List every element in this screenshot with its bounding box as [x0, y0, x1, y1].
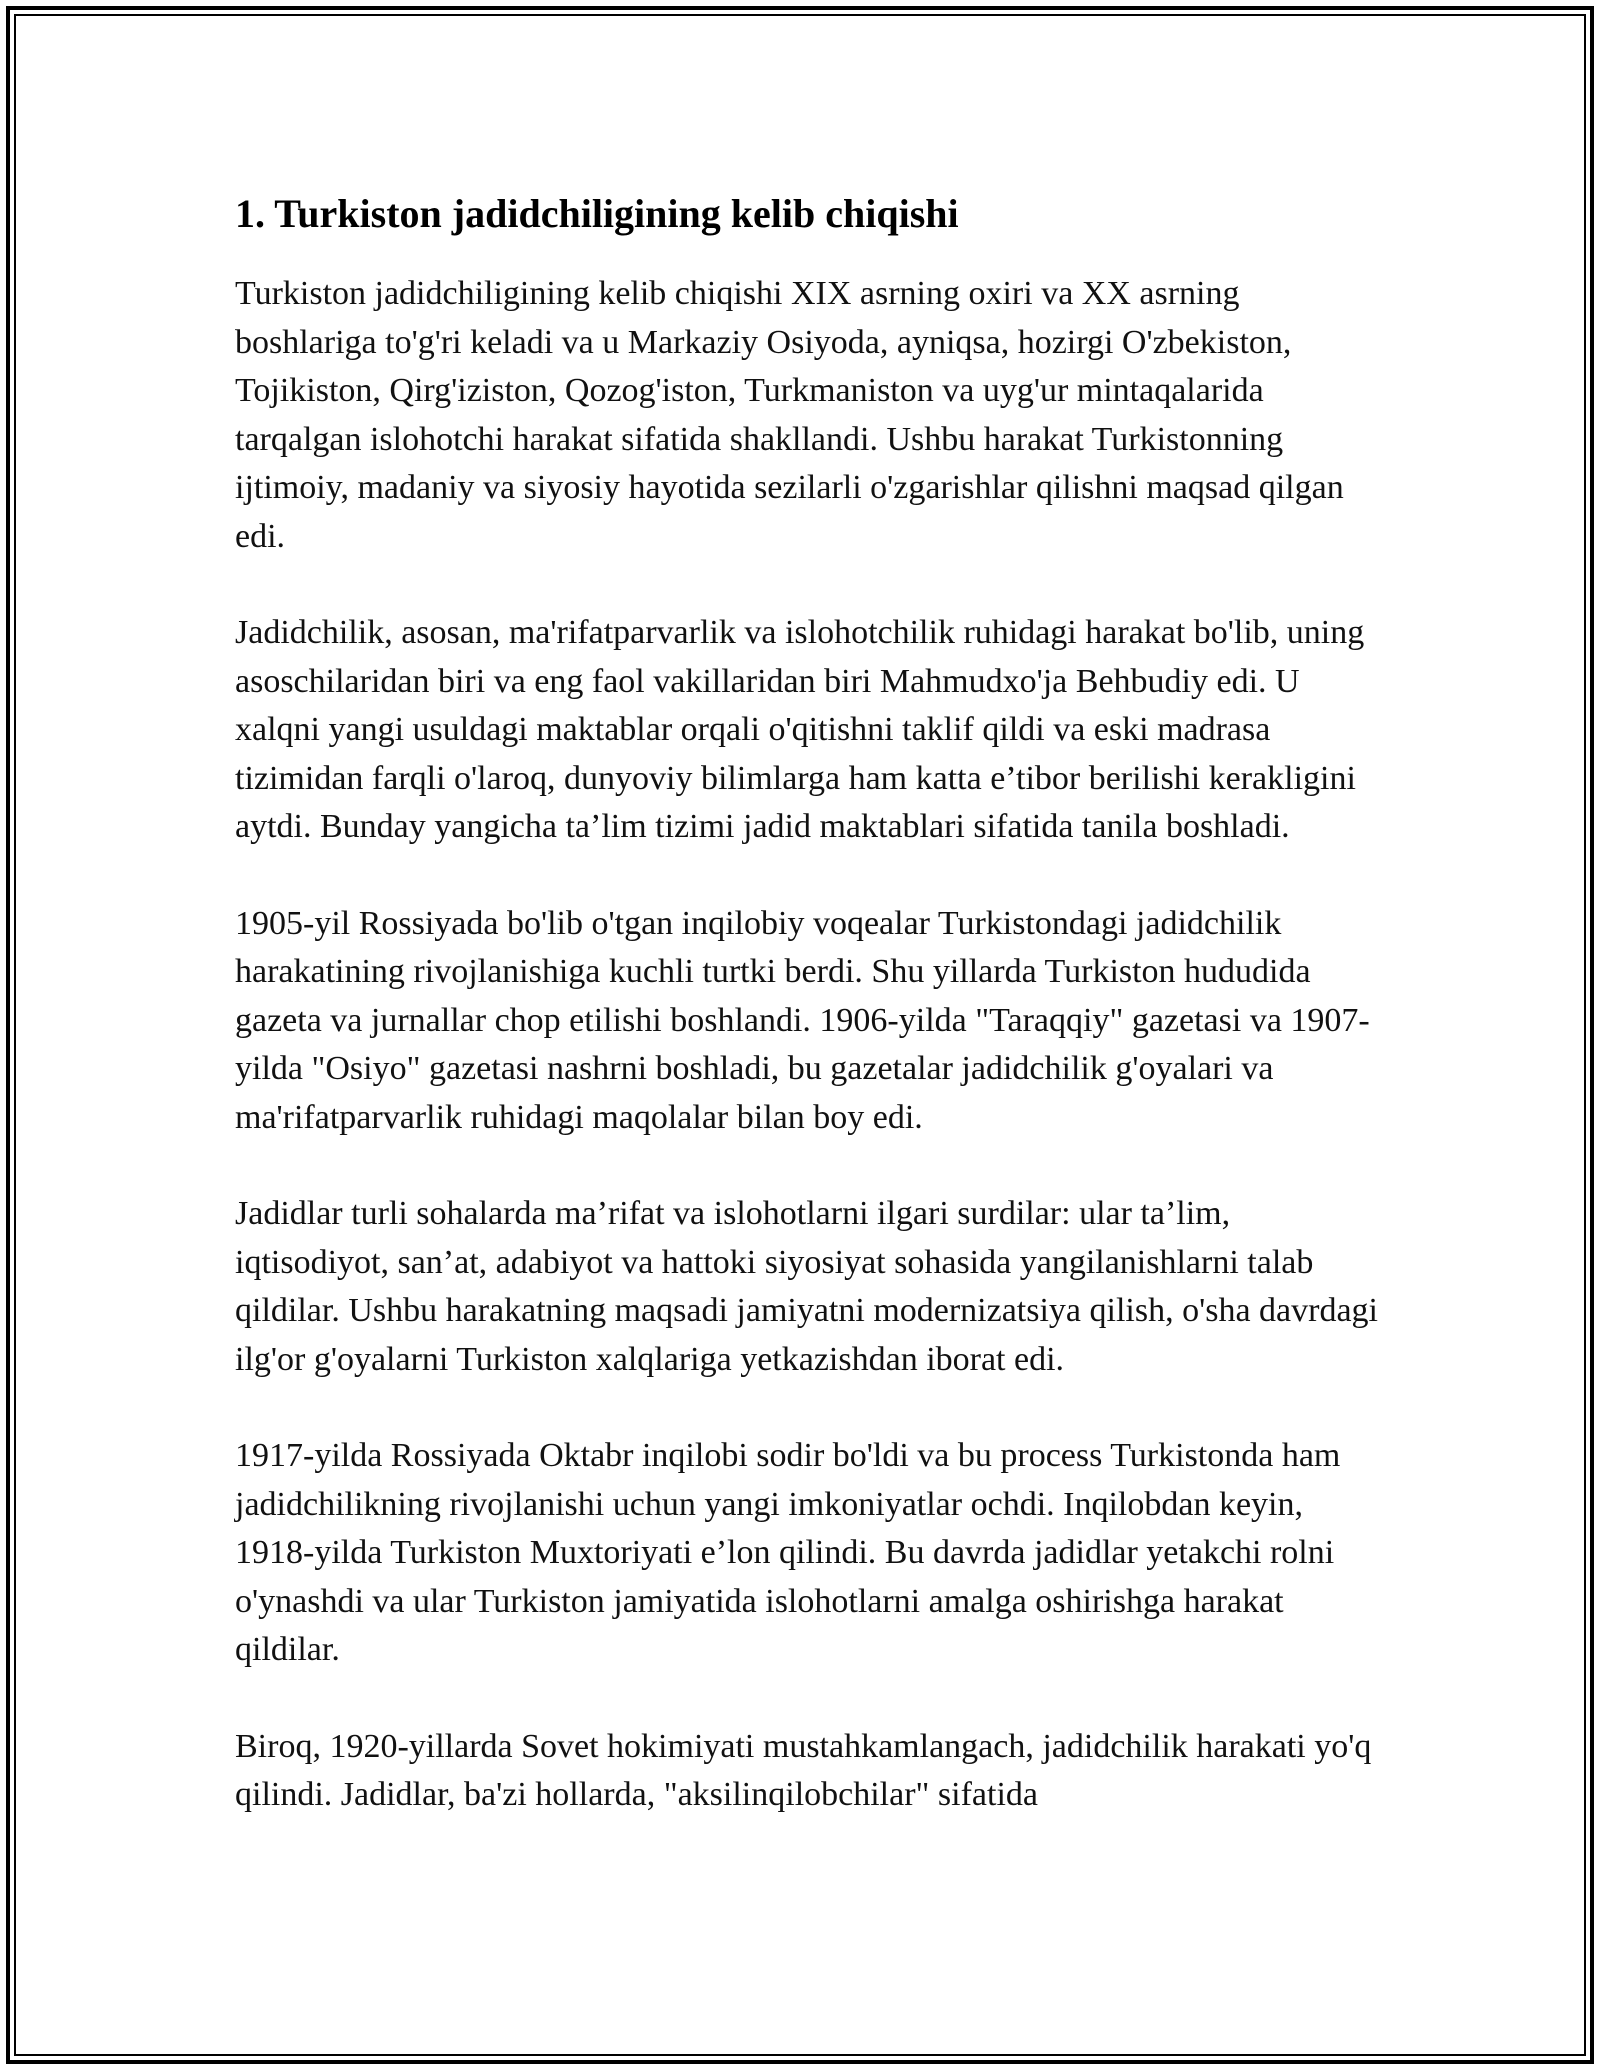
- paragraph-3: 1905-yil Rossiyada bo'lib o'tgan inqilobiy voqealar Turkistondagi jadidchilik harakatining rivojlanishiga kuchli turtki berdi. Shu yillarda Turkiston hududida gazeta va jurnallar chop etilishi boshlandi. 1906-yilda "Taraqqiy" gazetasi va 1907-yilda "Osiyo" gazetasi nashrni boshladi, bu gazetalar jadidchilik g'oyalari va ma'rifatparvarlik ruhidagi maqolalar bilan boy edi.: [235, 904, 1370, 1136]
- paragraph-1: Turkiston jadidchiligining kelib chiqishi XIX asrning oxiri va XX asrning boshlariga to'g'ri keladi va u Markaziy Osiyoda, ayniqsa, hozirgi O'zbekiston, Tojikiston, Qirg'iziston, Qozog'iston, Turkmaniston va uyg'ur mintaqalarida tarqalgan islohotchi harakat sifatida shakllandi. Ushbu harakat Turkistonning ijtimoiy, madaniy va siyosiy hayotida sezilarli o'zgarishlar qilishni maqsad qilgan edi.: [235, 275, 1344, 555]
- paragraph-6: Biroq, 1920-yillarda Sovet hokimiyati mustahkamlangach, jadidchilik harakati yo'q qilindi. Jadidlar, ba'zi hollarda, "aksilinqilobchilar" sifatida: [235, 1727, 1372, 1813]
- section-heading: 1. Turkiston jadidchiligining kelib chiqishi: [235, 191, 959, 236]
- paragraph-5: 1917-yilda Rossiyada Oktabr inqilobi sodir bo'ldi va bu process Turkistonda ham jadidchilikning rivojlanishi uchun yangi imkoniyatlar ochdi. Inqilobdan keyin, 1918-yilda Turkiston Muxtoriyati e’lon qilindi. Bu davrda jadidlar yetakchi rolni o'ynashdi va ular Turkiston jamiyatida islohotlarni amalga oshirishga harakat qildilar.: [235, 1437, 1341, 1668]
- paragraph-2: Jadidchilik, asosan, ma'rifatparvarlik va islohotchilik ruhidagi harakat bo'lib, uning asoschilaridan biri va eng faol vakillaridan biri Mahmudxo'ja Behbudiy edi. U xalqni yangi usuldagi maktablar orqali o'qitishni taklif qildi va eski madrasa tizimidan farqli o'laroq, dunyoviy bilimlarga ham katta e’tibor berilishi kerakligini aytdi. Bunday yangicha ta’lim tizimi jadid maktablari sifatida tanila boshladi.: [235, 614, 1365, 845]
- document-body: [235, 188, 1385, 1868]
- paragraph-4: Jadidlar turli sohalarda ma’rifat va islohotlarni ilgari surdilar: ular ta’lim, iqtisodiyot, san’at, adabiyot va hattoki siyosiyat sohasida yangilanishlarni talab qildilar. Ushbu harakatning maqsadi jamiyatni modernizatsiya qilish, o'sha davrdagi ilg'or g'oyalarni Turkiston xalqlariga yetkazishdan iborat edi.: [235, 1195, 1378, 1378]
